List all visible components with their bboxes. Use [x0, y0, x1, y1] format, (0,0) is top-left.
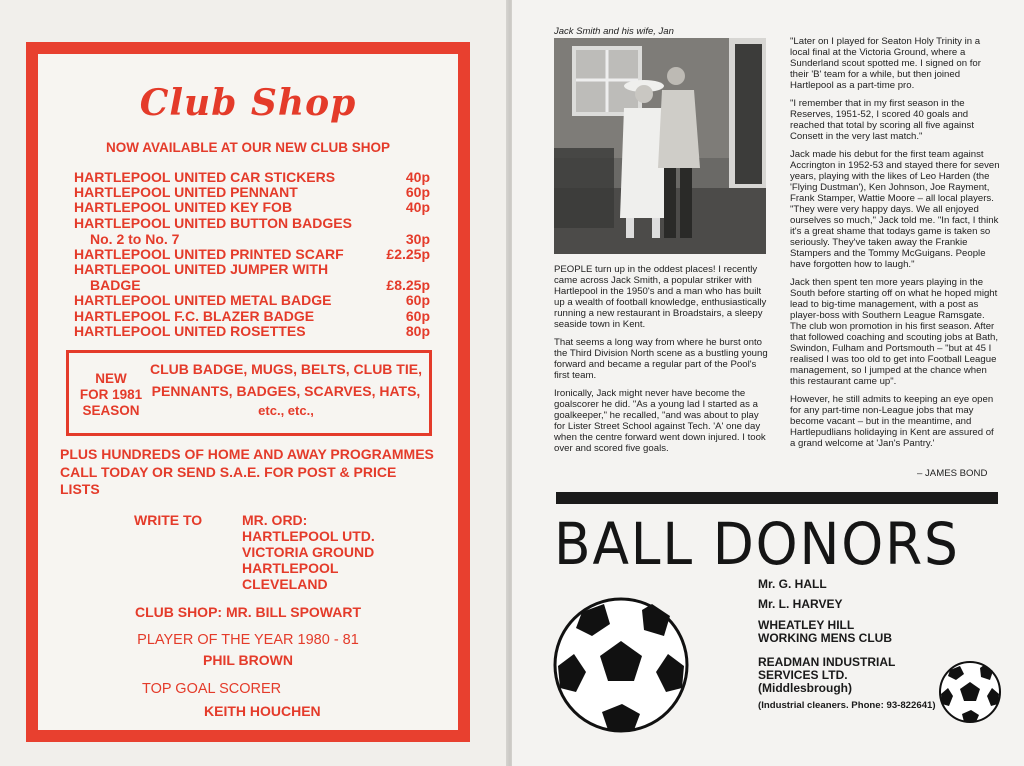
address-line: VICTORIA GROUND [242, 544, 375, 560]
new-items-line: PENNANTS, BADGES, SCARVES, HATS, [151, 383, 421, 399]
article-paragraph: "I remember that in my first season in the Reserves, 1951-52, I scored 40 goals and reached that total by scoring all five against Consett in the very last match." [790, 98, 974, 142]
couple-photo-image [554, 38, 766, 254]
top-scorer-label: TOP GOAL SCORER [142, 681, 282, 697]
top-scorer-name: KEITH HOUCHEN [204, 703, 321, 719]
address-line: HARTLEPOOL UTD. [242, 528, 375, 544]
club-shop-frame [26, 42, 470, 742]
club-shop-subtitle: NOW AVAILABLE AT OUR NEW CLUB SHOP [106, 140, 390, 155]
shop-item: HARTLEPOOL UNITED JUMPER WITH [74, 261, 329, 277]
plus-programmes-line: CALL TODAY OR SEND S.A.E. FOR POST & PRICE [60, 464, 397, 480]
shop-item: HARTLEPOOL UNITED BUTTON BADGES [74, 215, 352, 231]
shop-item: HARTLEPOOL UNITED PRINTED SCARF £2.25p [74, 246, 430, 262]
donor-note: (Industrial cleaners. Phone: 93-822641) [758, 700, 936, 711]
address-line: MR. ORD: [242, 512, 308, 528]
donor-line: SERVICES LTD. [758, 668, 848, 682]
article-paragraph: That seems a long way from where he burst onto the Third Division North scene as a bustling young forward and became a regular part of the Pool's first team. [554, 337, 768, 381]
article-paragraph: "Later on I played for Seaton Holy Trinity in a local final at the Victoria Ground, where a Sunderland scout spotted me. I signed on for their 'B' team for a while, but then joined Hartlepool as a part-time pro. [790, 36, 981, 91]
player-of-year-label: PLAYER OF THE YEAR 1980 - 81 [137, 632, 359, 648]
photo-jack-and-jan [554, 38, 766, 254]
article-paragraph: However, he still admits to keeping an eye open for any part-time non-League jobs that may become vacant – but in the meantime, and Hartlepudlians holidaying in Kent are assured of a grand welcome at 'Jan's Pantry.' [790, 394, 994, 449]
article-author: – JAMES BOND [917, 468, 988, 479]
shop-item: HARTLEPOOL UNITED KEY FOB 40p [74, 199, 430, 215]
plus-programmes-line: LISTS [60, 481, 100, 497]
shop-item: HARTLEPOOL UNITED PENNANT 60p [74, 184, 430, 200]
section-divider-bar [556, 492, 998, 504]
new-items-line: etc., etc., [258, 403, 314, 418]
write-to-label: WRITE TO [134, 512, 203, 528]
football-small-icon [938, 660, 1002, 724]
player-of-year-name: PHIL BROWN [203, 652, 293, 668]
article-paragraph: PEOPLE turn up in the oddest places! I recently came across Jack Smith, a popular striker with Hartlepool in the 1950's and a man who has built up a wealth of football knowledge, enthusiastically running a new restaurant in Broadstairs, a sleepy seaside town in Kent. [554, 264, 767, 330]
address-line: HARTLEPOOL [242, 560, 339, 576]
right-page [512, 0, 1024, 766]
address-line: CLEVELAND [242, 576, 328, 592]
donor-line: READMAN INDUSTRIAL [758, 655, 896, 669]
club-shop-contact: CLUB SHOP: MR. BILL SPOWART [134, 604, 362, 620]
article-paragraph: Jack then spent ten more years playing in the South before starting off on what he hoped might lead to big-time management, with a post as player-boss with Southern League Ramsgate. The club won promotion in his first season. After that followed coaching and scouting jobs at Bath, Swindon, Fulham and Portsmouth – "but at 45 I realised I was too old to get into Football League management, so I jumped at the chance when this restaurant came up". [790, 277, 999, 387]
plus-programmes-line: PLUS HUNDREDS OF HOME AND AWAY PROGRAMMES [60, 446, 434, 462]
article-paragraph: Ironically, Jack might never have become the goalscorer he did. "As a young lad I started as a goalkeeper," he recalled, "and was about to play for Lister Street School against Tech. 'A' one day when the centre forward went down injured. I took over and scored five goals. [554, 388, 766, 454]
donor-line: WORKING MENS CLUB [758, 631, 892, 645]
shop-item: HARTLEPOOL UNITED CAR STICKERS 40p [74, 169, 430, 185]
club-shop-title: Club Shop [139, 82, 357, 124]
shop-item: No. 2 to No. 7 30p [90, 231, 430, 247]
shop-item: HARTLEPOOL UNITED ROSETTES 80p [74, 323, 430, 339]
ball-donors-heading: BALL DONORS [554, 510, 960, 578]
football-large-icon [552, 596, 690, 734]
photo-caption: Jack Smith and his wife, Jan [554, 26, 674, 37]
donor-line: WHEATLEY HILL [758, 618, 855, 632]
club-shop-panel [38, 54, 458, 730]
left-page [0, 0, 510, 766]
shop-item: HARTLEPOOL UNITED METAL BADGE 60p [74, 292, 430, 308]
donor-line: Mr. G. HALL [758, 577, 827, 591]
new-items-line: CLUB BADGE, MUGS, BELTS, CLUB TIE, [150, 361, 422, 377]
shop-item: BADGE £8.25p [90, 277, 430, 293]
article-column-1 [554, 264, 768, 461]
shop-item: HARTLEPOOL F.C. BLAZER BADGE 60p [74, 308, 430, 324]
article-paragraph: Jack made his debut for the first team against Accrington in 1952-53 and stayed there for seven years, playing with the likes of Leo Harden (the 'Flying Dustman'), Ken Johnson, Joe Rayment, Frank Stamper, Wattie Moore – all local players. "They were very happy days. We all enjoyed ourselves so much," Jack told me. "In fact, I think it's a great shame that todays game is taken so seriously. They've taken away the Frankie Stampers and the Tommy McGuigans. People have forgotten how to laugh." [790, 149, 1000, 270]
new-season-label: NEW FOR 1981 SEASON [79, 371, 143, 418]
article-column-2 [790, 36, 1000, 456]
new-for-1981-box [66, 350, 432, 436]
donor-line: Mr. L. HARVEY [758, 597, 843, 611]
donor-line: (Middlesbrough) [758, 681, 852, 695]
